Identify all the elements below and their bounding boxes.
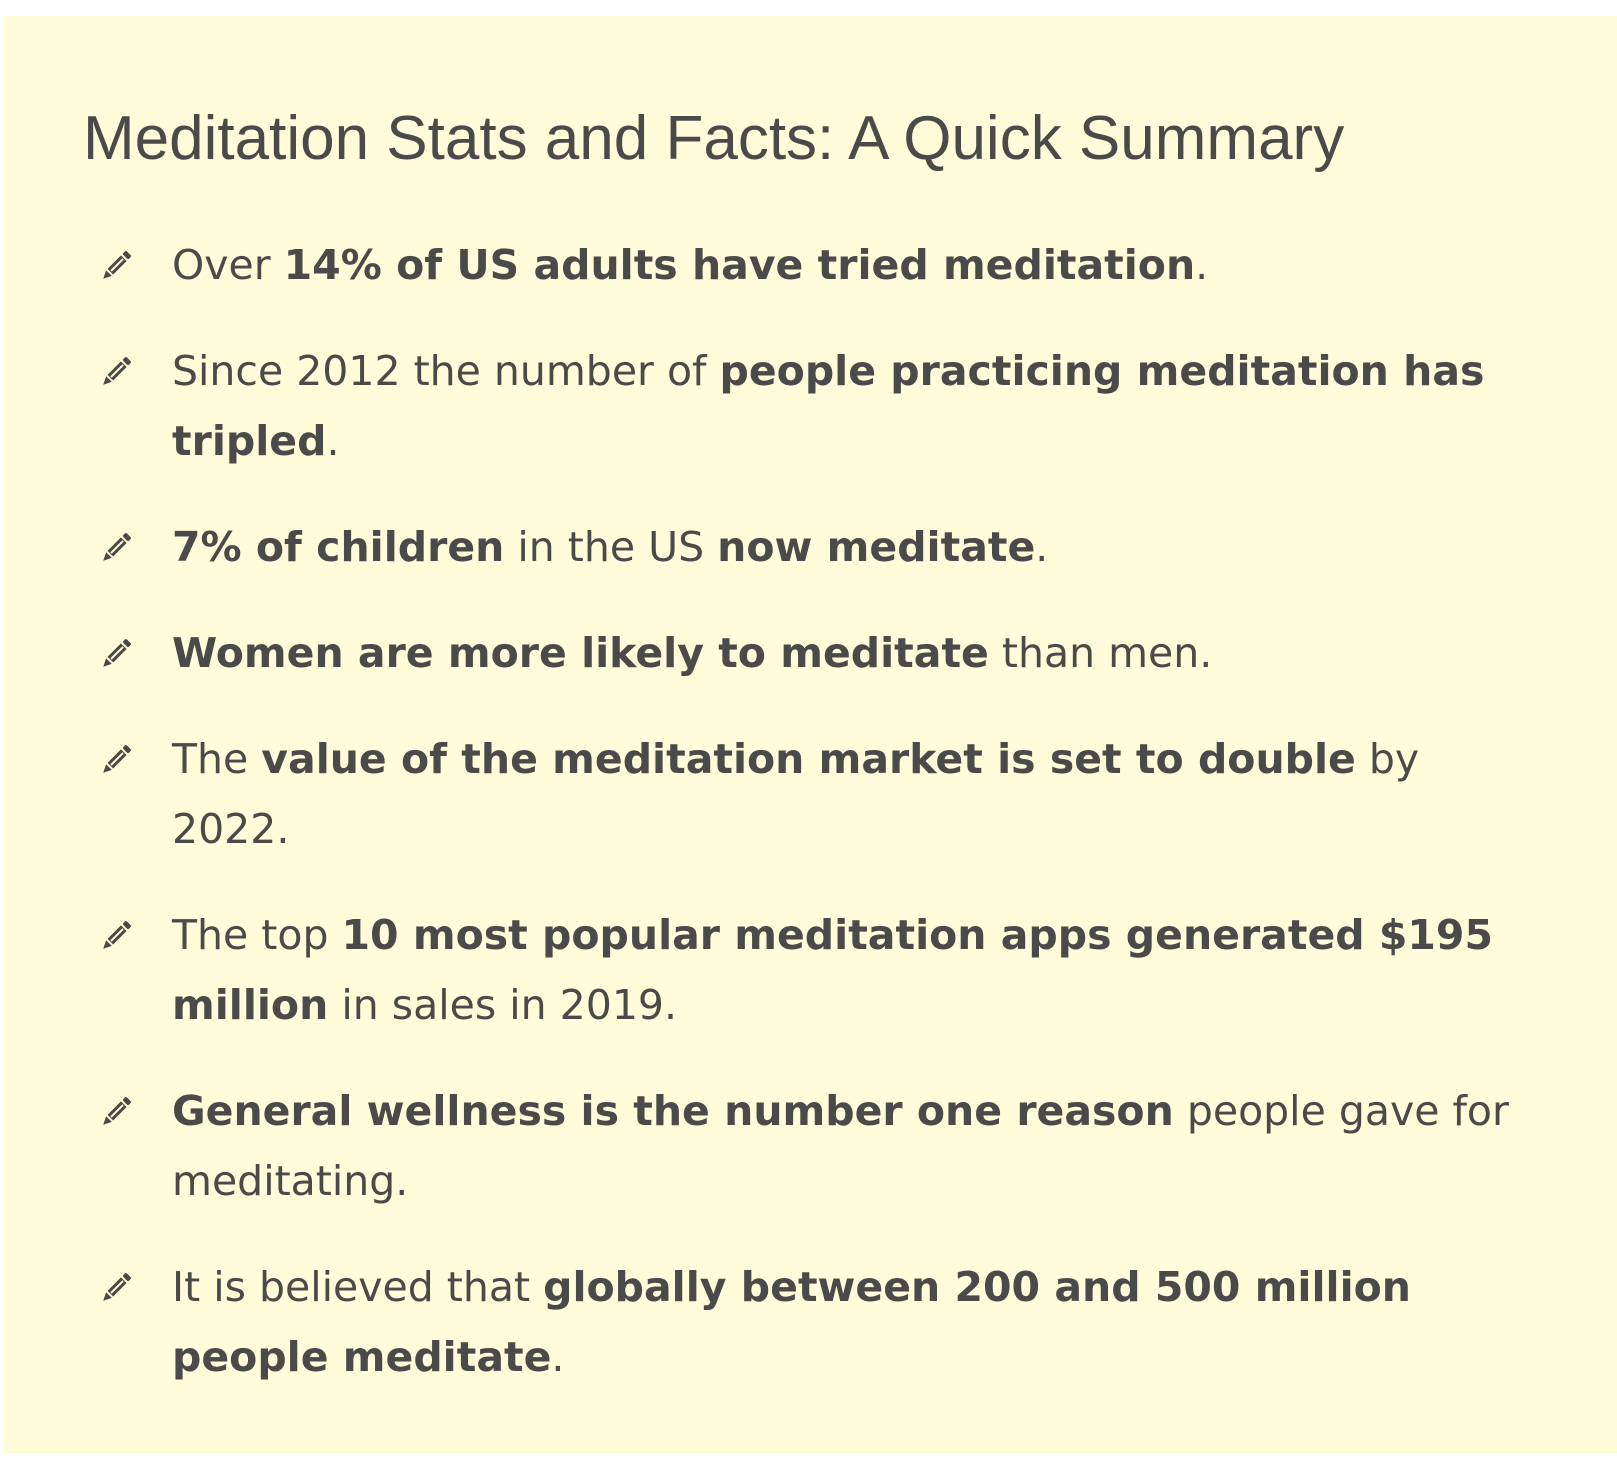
fact-segment: The top	[172, 911, 342, 959]
fact-segment: than men.	[988, 629, 1213, 677]
pencil-icon	[96, 916, 136, 956]
fact-text	[172, 241, 1208, 289]
fact-segment: people gave for meditating.	[172, 1087, 1509, 1205]
pencil-icon	[96, 634, 136, 674]
fact-highlight: now meditate	[717, 523, 1036, 571]
fact-segment: by 2022.	[172, 735, 1420, 853]
pencil-icon	[96, 528, 136, 568]
fact-highlight: Women are more likely to meditate	[172, 629, 989, 677]
fact-highlight: 14% of US adults have tried meditation	[283, 241, 1196, 289]
fact-highlight: globally between 200 and 500 million people meditate	[172, 1263, 1411, 1381]
fact-text	[172, 911, 1493, 1029]
fact-item	[96, 230, 1516, 300]
pencil-icon	[96, 352, 136, 392]
fact-segment: Over	[172, 241, 284, 289]
fact-segment: .	[551, 1333, 565, 1381]
fact-highlight: General wellness is the number one reason	[172, 1087, 1174, 1135]
fact-segment: in sales in 2019.	[328, 981, 678, 1029]
fact-list	[96, 230, 1516, 1428]
fact-segment: It is believed that	[172, 1263, 544, 1311]
fact-text	[172, 629, 1212, 677]
fact-segment: .	[326, 417, 340, 465]
fact-item	[96, 512, 1516, 582]
fact-segment: .	[1195, 241, 1209, 289]
pencil-icon	[96, 1268, 136, 1308]
fact-segment: .	[1035, 523, 1049, 571]
fact-segment: Since 2012 the number of	[172, 347, 720, 395]
fact-item	[96, 724, 1516, 864]
fact-segment: The	[172, 735, 262, 783]
fact-highlight: value of the meditation market is set to double	[261, 735, 1356, 783]
fact-item	[96, 618, 1516, 688]
fact-text	[172, 347, 1484, 465]
fact-text	[172, 1087, 1509, 1205]
fact-text	[172, 1263, 1411, 1381]
fact-text	[172, 523, 1048, 571]
fact-segment: in the US	[504, 523, 718, 571]
fact-item	[96, 900, 1516, 1040]
fact-highlight: people practicing meditation has tripled	[172, 347, 1485, 465]
pencil-icon	[96, 740, 136, 780]
fact-text	[172, 735, 1419, 853]
fact-highlight: 7% of children	[172, 523, 505, 571]
pencil-icon	[96, 246, 136, 286]
fact-item	[96, 1252, 1516, 1392]
summary-title: Meditation Stats and Facts: A Quick Summary	[83, 104, 1345, 173]
fact-highlight: 10 most popular meditation apps generated $195 million	[172, 911, 1493, 1029]
fact-item	[96, 336, 1516, 476]
pencil-icon	[96, 1092, 136, 1132]
fact-item	[96, 1076, 1516, 1216]
